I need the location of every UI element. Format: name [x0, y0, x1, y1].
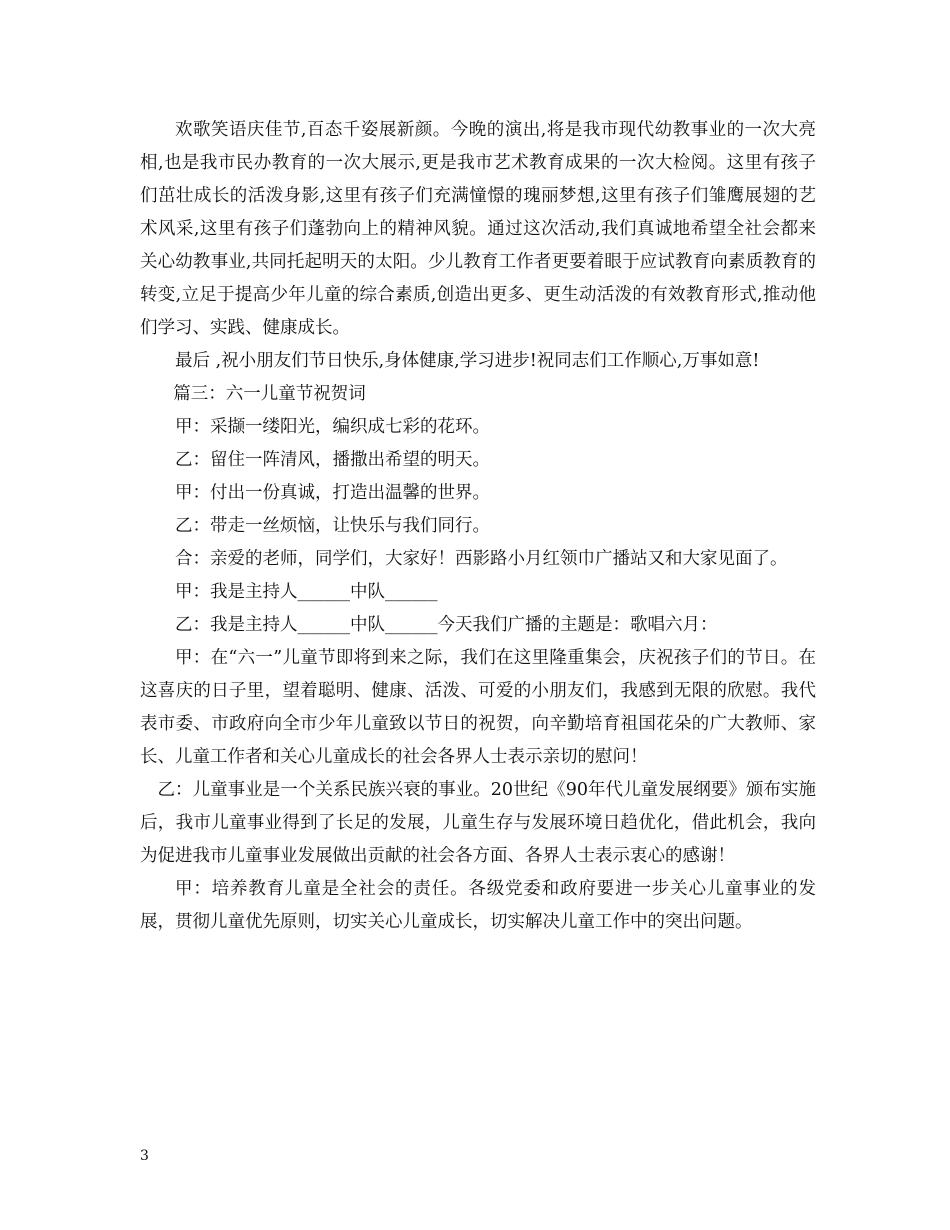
dialogue-line: 合：亲爱的老师，同学们，大家好！西影路小月红领巾广播站又和大家见面了。	[175, 549, 788, 569]
document-body	[140, 114, 816, 939]
dialogue-line: 甲：培养教育儿童是全社会的责任。各级党委和政府要进一步关心儿童事业的发展，贯彻儿童优先原则，切实关心儿童成长，切实解决儿童工作中的突出问题。	[140, 879, 816, 932]
dialogue-line: 乙：带走一丝烦恼，让快乐与我们同行。	[175, 516, 490, 536]
dialogue-line: 甲：付出一份真诚，打造出温馨的世界。	[175, 483, 490, 503]
dialogue-line: 乙：儿童事业是一个关系民族兴衰的事业。20世纪《90年代儿童发展纲要》颁布实施后，我市儿童事业得到了长足的发展，儿童生存与发展环境日趋优化，借此机会，我向为促进我市儿童事业发展做出贡献的社会各方面、各界人士表示衷心的感谢！	[140, 780, 816, 866]
dialogue-line: 乙：留住一阵清风，播撒出希望的明天。	[175, 450, 490, 470]
section-heading: 篇三：六一儿童节祝贺词	[173, 384, 366, 404]
paragraph-closing-wishes: 最后 ,祝小朋友们节日快乐,身体健康,学习进步!祝同志们工作顺心,万事如意!	[175, 351, 760, 371]
page-number: 3	[140, 1148, 149, 1164]
paragraph-opening-speech: 欢歌笑语庆佳节,百态千姿展新颜。今晚的演出,将是我市现代幼教事业的一次大亮相,也是我市民办教育的一次大展示,更是我市艺术教育成果的一次大检阅。这里有孩子们茁壮成长的活泼身影,这里有孩子们充满憧憬的瑰丽梦想,这里有孩子们雏鹰展翅的艺术风采,这里有孩子们蓬勃向上的精神风貌。通过这次活动,我们真诚地希望全社会都来关心幼教事业,共同托起明天的太阳。少儿教育工作者更要着眼于应试教育向素质教育的转变,立足于提高少年儿童的综合素质,创造出更多、更生动活泼的有效教育形式,推动他们学习、实践、健康成长。	[140, 120, 816, 338]
dialogue-line: 甲：在“六一”儿童节即将到来之际，我们在这里隆重集会，庆祝孩子们的节日。在这喜庆的日子里，望着聪明、健康、活泼、可爱的小朋友们，我感到无限的欣慰。我代表市委、市政府向全市少年儿童致以节日的祝贺，向辛勤培育祖国花朵的广大教师、家长、儿童工作者和关心儿童成长的社会各界人士表示亲切的慰问！	[140, 648, 816, 767]
dialogue-line: 乙：我是主持人______中队______今天我们广播的主题是：歌唱六月：	[175, 615, 718, 635]
dialogue-line: 甲：采撷一缕阳光，编织成七彩的花环。	[175, 417, 490, 437]
dialogue-line: 甲：我是主持人______中队______	[175, 582, 438, 602]
